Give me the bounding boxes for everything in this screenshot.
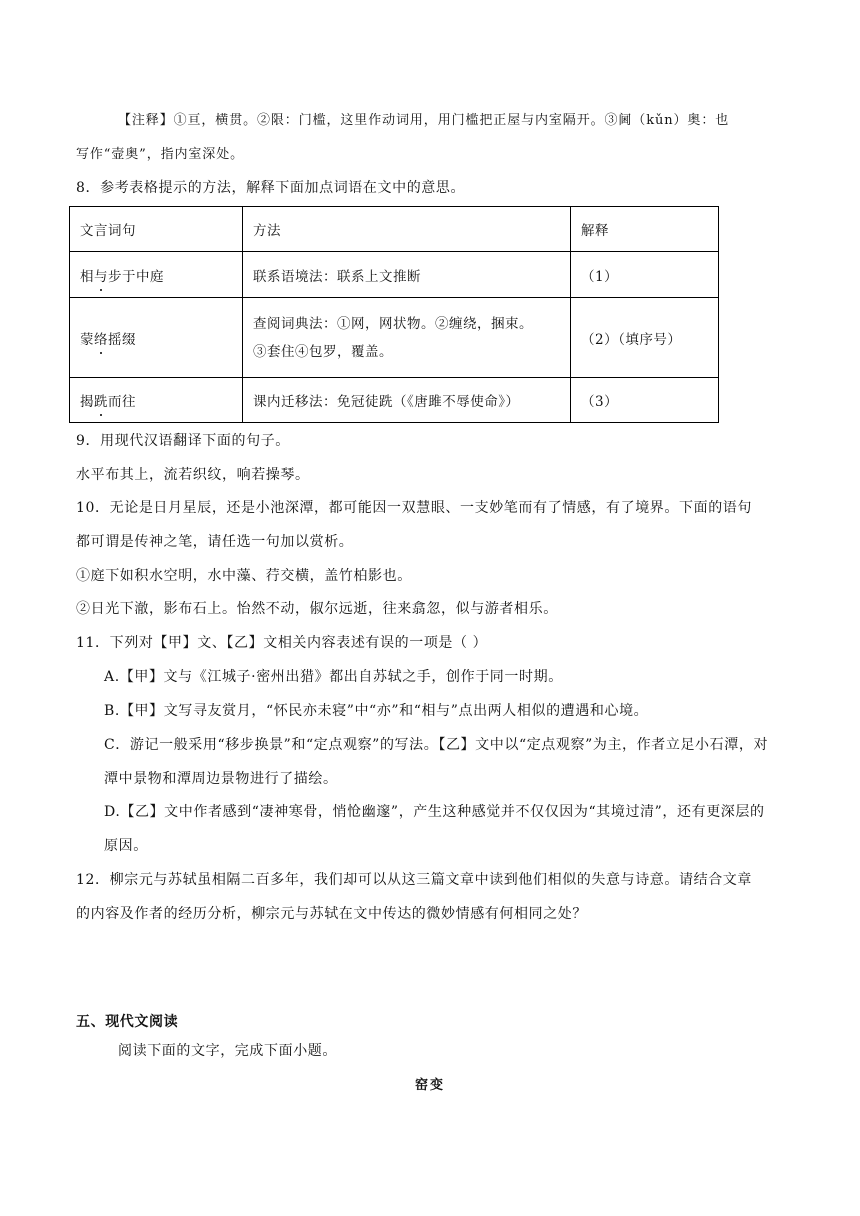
question-11-stem: 11．下列对【甲】文、【乙】文相关内容表述有误的一项是（ ） [76, 635, 488, 651]
table-header-row [70, 207, 719, 252]
phrase-cell [70, 252, 243, 298]
phrase-text: 揭 [80, 394, 94, 410]
method-line: ③套住④包罗，覆盖。 [253, 343, 393, 360]
table-row [70, 378, 719, 423]
passage-title: 窑变 [414, 1078, 445, 1093]
dotted-word: 与 [94, 268, 108, 285]
method-table [69, 206, 719, 423]
question-12-line-1: 12．柳宗元与苏轼虽相隔二百多年，我们却可以从这三篇文章中读到他们相似的失意与诗意。请结合文章 [76, 872, 753, 888]
method-line: 查阅词典法：①网，网状物。②缠绕，捆束。 [253, 315, 533, 332]
question-10-option-1: ①庭下如积水空明，水中藻、荇交横，盖竹柏影也。 [76, 568, 412, 584]
header-cell-phrase: 文言词句 [70, 207, 243, 252]
phrase-text: 蒙 [80, 331, 94, 348]
method-cell [243, 298, 571, 378]
option-b: B.【甲】文写寻友赏月，“怀民亦未寝”中“亦”和“相与”点出两人相似的遭遇和心境。 [104, 703, 649, 719]
header-cell-method: 方法 [243, 207, 571, 252]
phrase-text: 摇缀 [108, 331, 136, 348]
answer-blank-1: （1） [571, 252, 719, 298]
phrase-cell [70, 298, 243, 378]
question-9-sentence: 水平布其上，流若织纹，响若操琴。 [76, 467, 310, 483]
option-c-line-1: C．游记一般采用“移步换景”和“定点观察”的写法。【乙】文中以“定点观察”为主，作者立足小石潭，对 [104, 737, 769, 753]
answer-blank-2: （2）（填序号） [571, 298, 719, 378]
question-10-line-2: 都可谓是传神之笔，请任选一句加以赏析。 [76, 534, 354, 550]
option-d-line-1: D.【乙】文中作者感到“凄神寒骨，悄怆幽邃”，产生这种感觉并不仅仅因为“其境过清”，还有更深层的 [104, 804, 765, 820]
table-row [70, 298, 719, 378]
question-9-stem: 9．用现代汉语翻译下面的句子。 [76, 433, 290, 449]
phrase-text: 步于中庭 [108, 268, 164, 285]
phrase-cell [70, 378, 243, 423]
answer-blank-3: （3） [571, 378, 719, 423]
question-8-stem: 8．参考表格提示的方法，解释下面加点词语在文中的意思。 [76, 180, 466, 196]
option-d-line-2: 原因。 [104, 838, 148, 854]
question-10-option-2: ②日光下澈，影布石上。怡然不动，俶尔远逝，往来翕忽，似与游者相乐。 [76, 601, 558, 617]
annotation-line-1: 【注释】①亘，横贯。②限：门槛，这里作动词用，用门槛把正屋与内室隔开。③阃（kǔn）奥：也 [118, 113, 730, 128]
option-a: A.【甲】文与《江城子·密州出猎》都出自苏轼之手，创作于同一时期。 [104, 669, 563, 685]
annotation-line-2: 写作“壸奥”，指内室深处。 [76, 147, 244, 162]
question-12-line-2: 的内容及作者的经历分析，柳宗元与苏轼在文中传达的微妙情感有何相同之处？ [76, 906, 587, 922]
dotted-word: 跣 [94, 394, 108, 410]
option-c-line-2: 潭中景物和潭周边景物进行了描绘。 [104, 771, 338, 787]
section-heading: 五、现代文阅读 [76, 1014, 179, 1030]
section-instruction: 阅读下面的文字，完成下面小题。 [118, 1043, 337, 1059]
table-row [70, 252, 719, 298]
header-cell-explanation: 解释 [571, 207, 719, 252]
method-cell: 课内迁移法：免冠徒跣（《唐雎不辱使命》） [243, 378, 571, 423]
method-cell: 联系语境法：联系上文推断 [243, 252, 571, 298]
phrase-text: 而往 [108, 394, 136, 410]
phrase-text: 相 [80, 268, 94, 285]
dotted-word: 络 [94, 331, 108, 348]
question-10-line-1: 10．无论是日月星辰，还是小池深潭，都可能因一双慧眼、一支妙笔而有了情感，有了境界。下面的语句 [76, 500, 753, 516]
